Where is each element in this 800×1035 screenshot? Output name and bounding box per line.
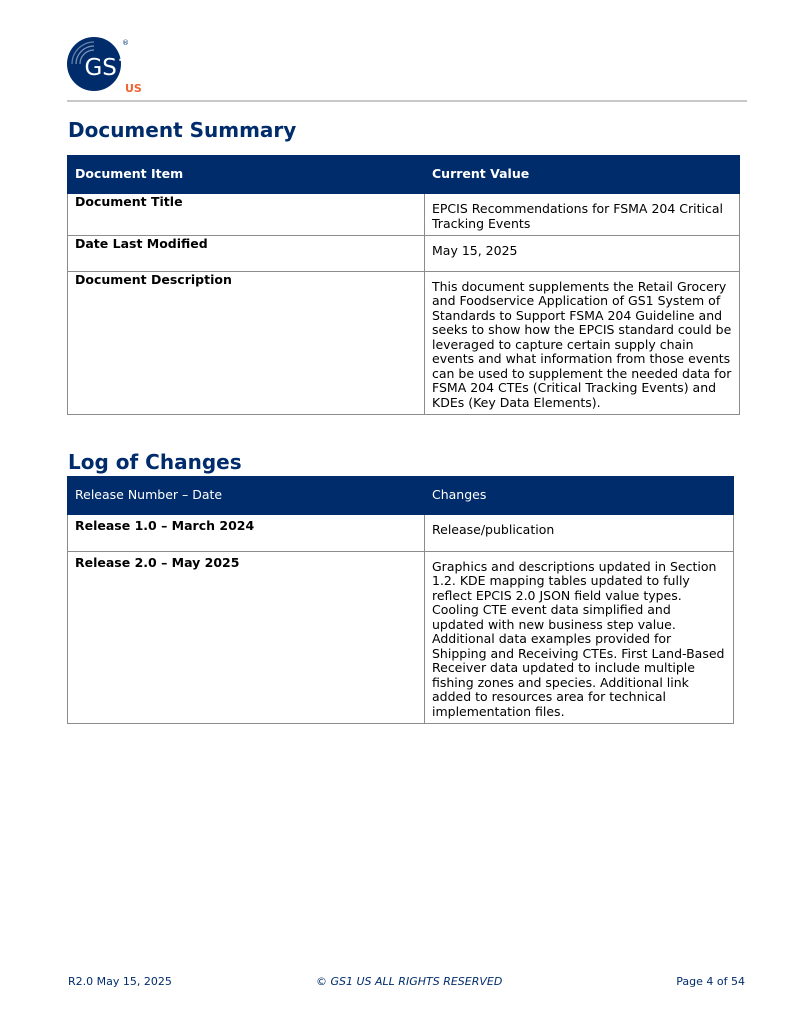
svg-text:US: US <box>125 82 142 95</box>
column-header: Document Item <box>68 156 425 194</box>
svg-text:®: ® <box>122 39 129 47</box>
table-row <box>68 236 740 272</box>
table-row <box>68 194 740 236</box>
table-header-row <box>68 156 740 194</box>
document-item-label: Document Title <box>75 194 183 209</box>
document-value: EPCIS Recommendations for FSMA 204 Critical Tracking Events <box>432 201 724 231</box>
release-label: Release 1.0 – March 2024 <box>75 518 255 533</box>
column-header: Current Value <box>425 156 740 194</box>
header-divider <box>67 100 747 102</box>
table-row <box>68 271 740 415</box>
table-row <box>68 515 734 552</box>
column-header: Changes <box>425 477 734 515</box>
footer-page-number: Page 4 of 54 <box>676 975 745 988</box>
document-item-label: Date Last Modified <box>75 236 208 251</box>
release-label: Release 2.0 – May 2025 <box>75 554 240 570</box>
document-summary-heading: Document Summary <box>68 118 297 142</box>
log-of-changes-heading: Log of Changes <box>68 450 242 474</box>
document-value: This document supplements the Retail Grocery and Foodservice Application of GS1 System of Standards to Support FSMA 204 Guideline and seeks to show how the EPCIS standard could be leveraged to capture certain supply chain events and what information from those events can be used to supplement the needed data for FSMA 204 CTEs (Critical Tracking Events) and KDEs (Key Data Elements). <box>432 278 732 410</box>
footer-copyright: © GS1 US ALL RIGHTS RESERVED <box>316 975 503 988</box>
table-header-row <box>68 477 734 515</box>
log-of-changes-table <box>67 476 734 724</box>
svg-text:GS1: GS1 <box>84 55 132 81</box>
footer-version: R2.0 May 15, 2025 <box>68 975 172 988</box>
changes-text: Graphics and descriptions updated in Section 1.2. KDE mapping tables updated to fully reflect EPCIS 2.0 JSON field value types. Cooling CTE event data simplified and updated with new business step value. Additional data examples provided for Shipping and Receiving CTEs. First Land-Based Receiver data updated to include multiple fishing zones and species. Additional link added to resources area for technical implementation files. <box>432 558 725 719</box>
document-summary-table <box>67 155 740 415</box>
document-item-label: Document Description <box>75 271 232 287</box>
column-header: Release Number – Date <box>68 477 425 515</box>
document-value: May 15, 2025 <box>432 243 518 258</box>
gs1-us-logo <box>66 36 146 98</box>
table-row <box>68 551 734 724</box>
changes-text: Release/publication <box>432 522 555 537</box>
